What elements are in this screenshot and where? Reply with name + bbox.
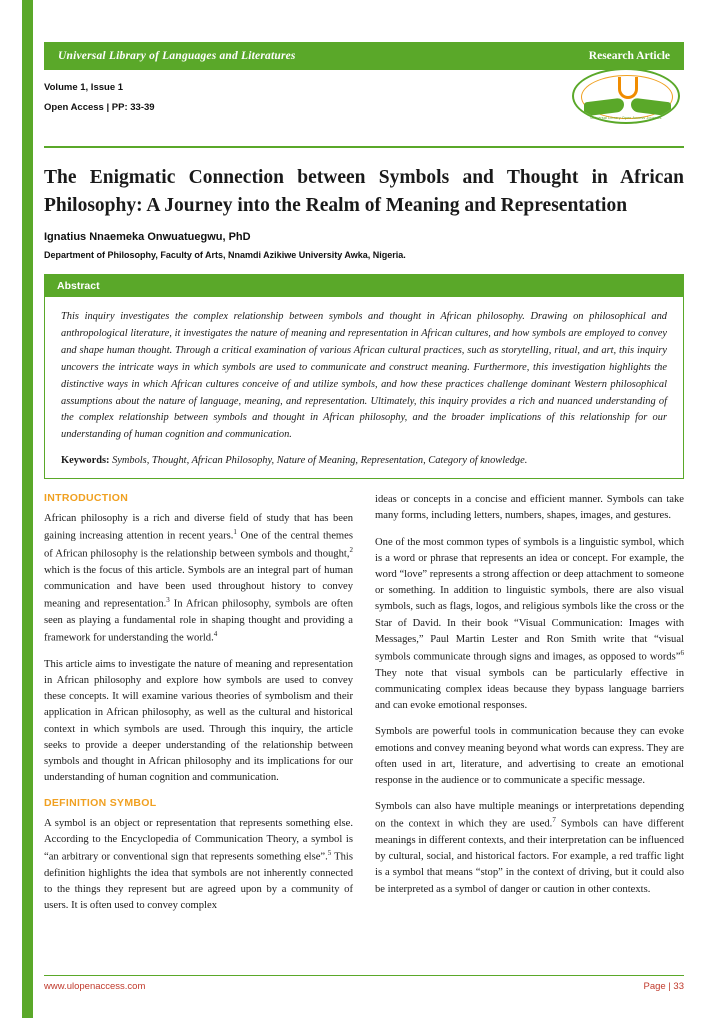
body-columns	[44, 492, 684, 924]
text-run: Symbols can have different meanings in different contexts, and their interpretation can be influenced by cultural, social, and historical factors. For example, a red traffic light is a symbol that means “stop” in the context of driving, but it could also be interpreted as a symbol of danger or caution in other contexts.	[375, 818, 684, 895]
author-name: Ignatius Nnaemeka Onwuatuegwu, PhD	[44, 231, 251, 244]
page-title: The Enigmatic Connection between Symbols and Thought in African Philosophy: A Journey into the Realm of Meaning and Representation	[44, 167, 684, 216]
footnote-marker: 1	[233, 528, 237, 537]
paragraph: Symbols are powerful tools in communication because they can evoke emotions and convey meaning beyond what words can express. They are often used in art, literature, and advertising to create an emotional response in the audience or to communicate a specific message.	[375, 726, 684, 786]
footer-divider	[44, 975, 684, 977]
paragraph	[44, 816, 353, 915]
text-run: A symbol is an object or representation that represents something else. According to the Encyclopedia of Communication Theory, a symbol is “an arbitrary or conventional sign that represents something else”.	[44, 817, 353, 863]
text-run: This definition highlights the idea that symbols are not inherently connected to the things they represent but are agreed upon by a community of users. It is often used to convey complex	[44, 851, 353, 912]
article-type-label: Research Article	[588, 50, 670, 62]
header-divider	[44, 146, 684, 148]
footer-page-number: Page | 33	[643, 981, 684, 992]
volume-issue: Volume 1, Issue 1	[44, 82, 124, 93]
footnote-marker: 7	[552, 816, 556, 825]
keywords-line	[61, 455, 667, 466]
footnote-marker: 6	[680, 648, 684, 657]
paragraph	[375, 799, 684, 898]
paragraph	[44, 511, 353, 647]
author-affiliation: Department of Philosophy, Faculty of Arts, Nnamdi Azikiwe University Awka, Nigeria.	[44, 250, 406, 261]
footnote-marker: 2	[349, 546, 353, 555]
logo-caption: Universal Library Open Access Journals	[590, 116, 662, 120]
access-and-pages: Open Access | PP: 33-39	[44, 102, 155, 113]
right-column	[375, 492, 684, 924]
keywords-label: Keywords:	[61, 455, 110, 467]
abstract-box	[44, 274, 684, 479]
abstract-text: This inquiry investigates the complex relationship between symbols and thought in African philosophy. Drawing on philosophical and anthropological literature, it investigates the nature of meaning and representation in African cultures, and how symbols are employed to convey and shape human thought. Through a critical examination of various African cultural practices, such as storytelling, ritual, and art, this inquiry uncovers the intricate ways in which symbols are used to communicate and construct meaning. Furthermore, this investigation highlights the distinctive ways in which African cultures conceive of and utilize symbols, and how these practices challenge dominant Western philosophical assumptions about the nature of language, meaning, and representation. Ultimately, this inquiry provides a rich and nuanced understanding of the complex relationship between symbols and thought in African philosophy, and the broader implications of this relationship for our understanding of human cognition and communication.	[61, 311, 667, 441]
text-run: In African philosophy, symbols are often seen as playing a fundamental role in shaping thought and providing a framework for understanding the world.	[44, 598, 353, 644]
text-run: They note that visual symbols can be particularly effective in communicating complex ideas because they bypass language barriers and can evoke emotional responses.	[375, 667, 684, 712]
left-green-sidebar	[22, 0, 33, 1018]
paragraph	[375, 535, 684, 715]
publication-meta	[44, 82, 684, 144]
section-heading-introduction: INTRODUCTION	[44, 492, 129, 505]
footnote-marker: 5	[327, 848, 332, 857]
text-run: which is the focus of this article. Symbols are an integral part of human communication and have been used throughout history to convey meaning and representation.	[44, 564, 353, 610]
text-run: One of the most common types of symbols is a linguistic symbol, which is a word or phrase that represents an idea or concept. For example, the word “love” represents a strong affection or deep attachment to someone or something. In addition to linguistic symbols, there are also visual symbols, such as flags, logos, and religious symbols like the cross or the Star of David. In their book “Visual Communication: Images with Messages,” Paul Martin Lester and Ron Smith write that “visual symbols communicate through signs and images, as opposed to words”	[375, 536, 684, 663]
text-run: Symbols can also have multiple meanings or interpretations depending on the context in which they are used.	[375, 801, 684, 830]
text-run: African philosophy is a rich and diverse field of study that has been gaining increasing attention in recent years.	[44, 513, 353, 542]
left-column	[44, 492, 353, 924]
footer-website-link[interactable]: www.ulopenaccess.com	[44, 981, 146, 992]
paragraph: ideas or concepts in a concise and efficient manner. Symbols can take many forms, including letters, numbers, shapes, images, and gestures.	[375, 494, 684, 522]
text-run: One of the central themes of African philosophy is the relationship between symbols and thought,	[44, 530, 353, 560]
page-content	[44, 0, 684, 1018]
section-heading-definition-symbol: DEFINITION SYMBOL	[44, 796, 157, 809]
abstract-heading: Abstract	[45, 275, 683, 297]
footnote-marker: 4	[213, 630, 218, 639]
page-footer	[44, 975, 684, 993]
journal-logo-icon	[572, 68, 680, 130]
paragraph: This article aims to investigate the nature of meaning and representation in African philosophy and explore how symbols are used to convey these concepts. It will examine various theories of symbolism and their application in African philosophy, as well as the cultural and historical context in which symbols are used. Through this inquiry, the article seeks to provide a deeper understanding of the relationship between symbols and thought in African philosophy and its implications for our understanding of human cognition and communication.	[44, 658, 353, 784]
journal-title: Universal Library of Languages and Literatures	[58, 50, 296, 62]
keywords-text: Symbols, Thought, African Philosophy, Nature of Meaning, Representation, Category of knowledge.	[112, 455, 528, 467]
journal-header-bar	[44, 42, 684, 70]
footnote-marker: 3	[166, 596, 170, 605]
